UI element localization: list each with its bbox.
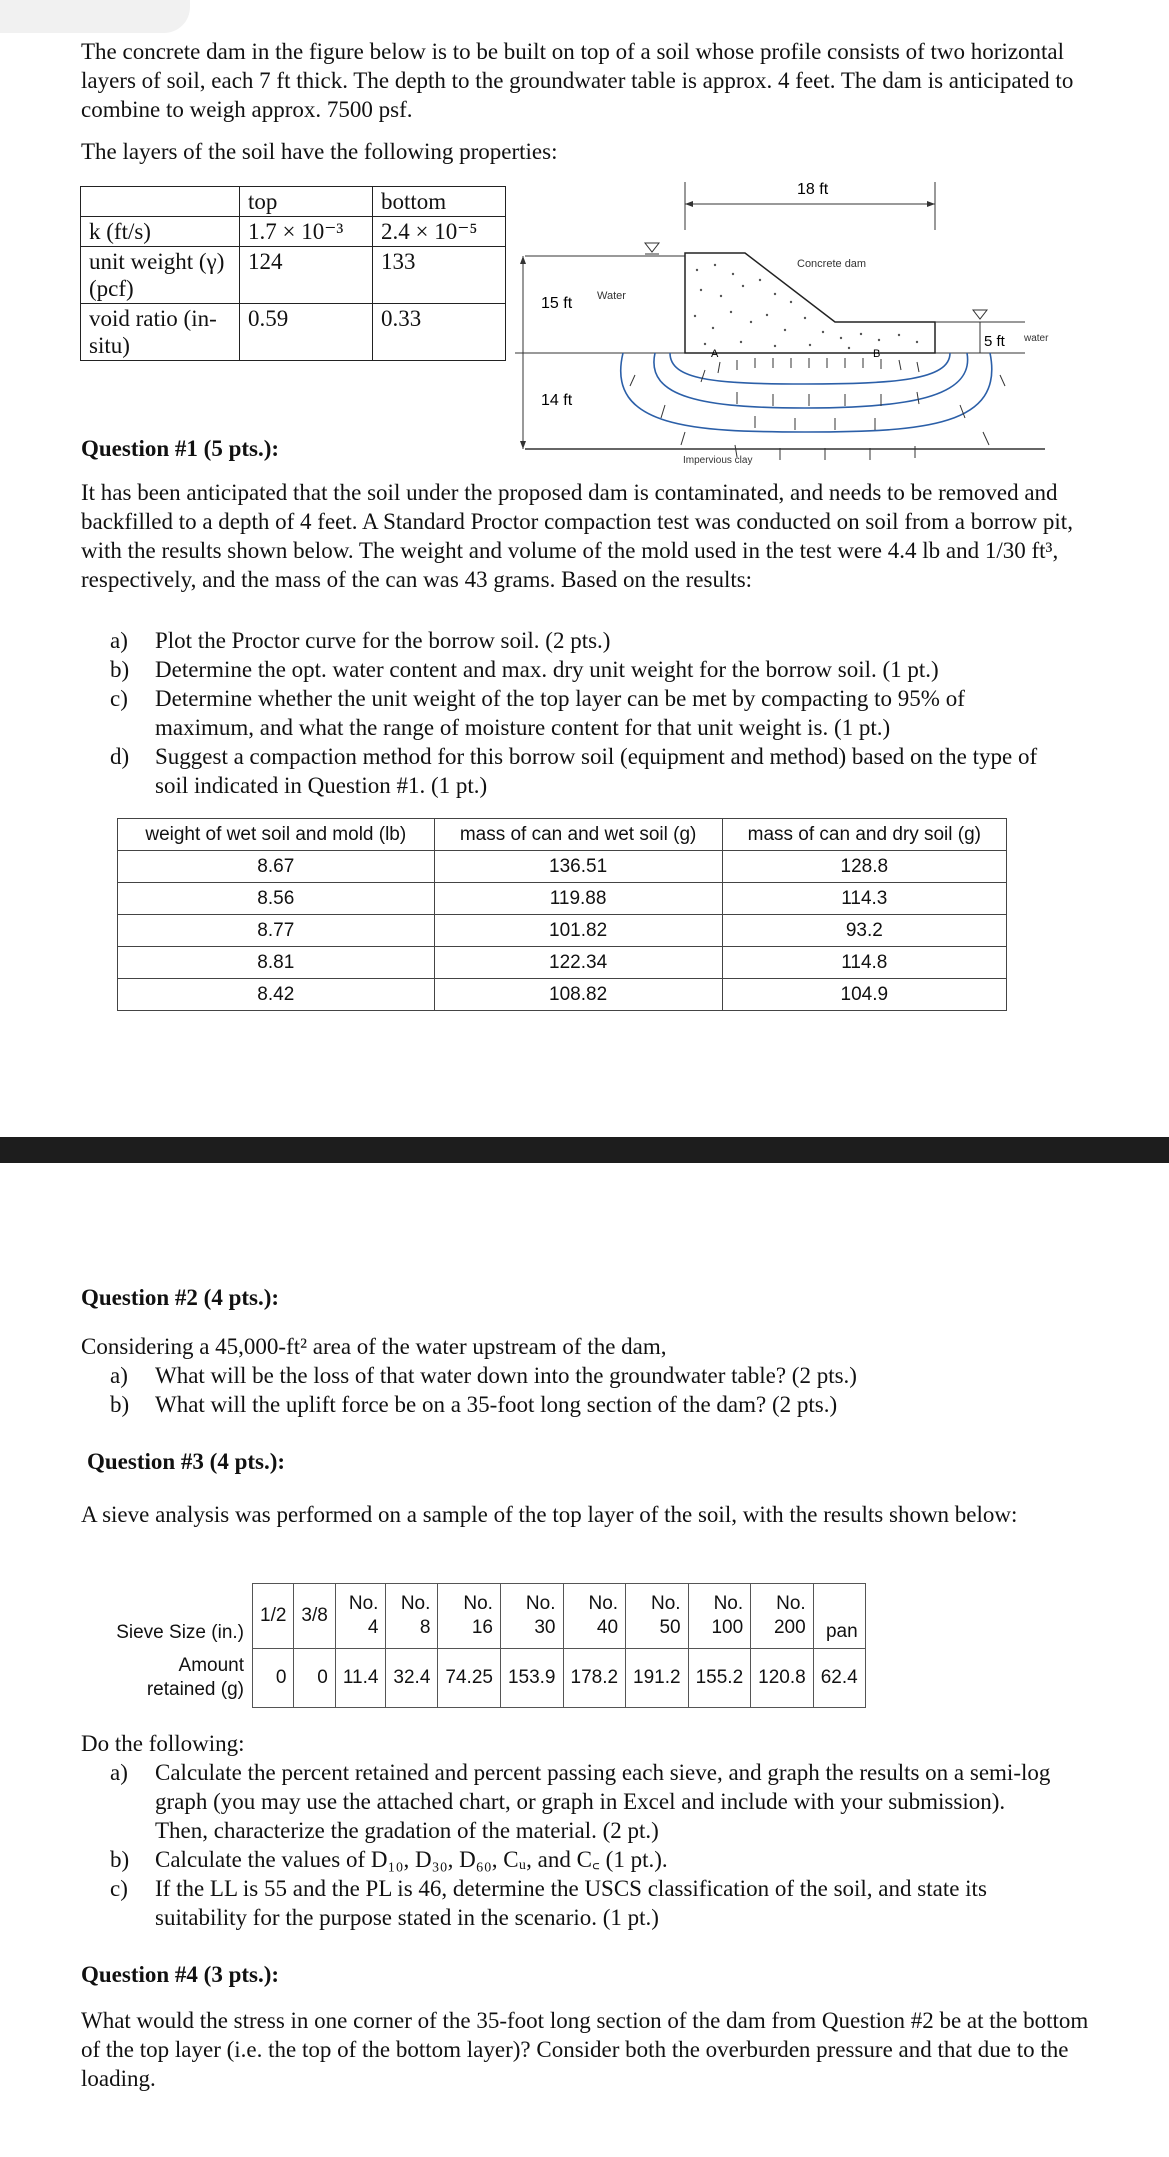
q2-item-a-label: a) [110, 1363, 128, 1388]
q1-title: Question #1 (5 pts.): [81, 436, 280, 461]
proctor-cell: 8.42 [118, 979, 435, 1011]
props-top: 1.7 × 10⁻³ [240, 217, 373, 247]
downstream-water-triangle-icon [973, 310, 987, 319]
proctor-cell: 93.2 [722, 915, 1006, 947]
sieve-col [500, 1584, 563, 1649]
sieve-col [438, 1584, 501, 1649]
props-header-bottom: bottom [373, 187, 506, 217]
q1-item-b [110, 655, 1060, 684]
proctor-cell: 8.77 [118, 915, 435, 947]
props-label: unit weight (γ) (pcf) [81, 247, 240, 304]
dim-bottom-arrow [520, 441, 526, 449]
sieve-size: 1/2 [260, 1605, 287, 1626]
q1-item-d [110, 742, 1060, 800]
q1-item-b-text: Determine the opt. water content and max. dry unit weight for the borrow soil. (1 pt.) [155, 657, 939, 682]
q3-item-c-text: If the LL is 55 and the PL is 46, determine the USCS classification of the soil, and state its suitability for the purpose stated in the scenario. (1 pt.) [155, 1876, 987, 1930]
sieve-no: No. [713, 1593, 744, 1614]
water-level-triangle-icon [645, 243, 659, 252]
q1-item-d-label: d) [110, 744, 130, 769]
q2-list [110, 1361, 1060, 1419]
sieve-col [335, 1584, 386, 1649]
table-row [118, 979, 1007, 1011]
dim-top-arrow [520, 256, 526, 264]
props-bottom: 0.33 [373, 304, 506, 361]
q2-item-b-text: What will the uplift force be on a 35-foot long section of the dam? (2 pts.) [155, 1392, 838, 1417]
sieve-amount: 191.2 [626, 1649, 689, 1708]
q3-item-b-label: b) [110, 1847, 130, 1872]
sieve-size: 3/8 [301, 1605, 328, 1626]
props-bottom: 2.4 × 10⁻⁵ [373, 217, 506, 247]
props-row-k [81, 217, 506, 247]
q1-item-c-label: c) [110, 686, 128, 711]
proctor-cell: 101.82 [434, 915, 722, 947]
sieve-no: No. [463, 1593, 493, 1614]
props-header-empty [81, 187, 240, 217]
sieve-amount: 62.4 [813, 1649, 865, 1708]
sieve-size: 4 [367, 1617, 379, 1638]
q3-item-b-text: Calculate the values of D₁₀, D₃₀, D₆₀, Cᵤ, and C꜀ (1 pt.). [155, 1847, 668, 1872]
sieve-col [751, 1584, 814, 1649]
sieve-amount: 155.2 [688, 1649, 751, 1708]
q1-item-c [110, 684, 1060, 742]
sieve-size-label: Sieve Size (in.) [116, 1621, 244, 1643]
sieve-size: 8 [419, 1617, 431, 1638]
amount-retained-label: Amount retained (g) [146, 1655, 244, 1700]
q3-item-a [110, 1758, 1060, 1845]
q1-item-d-text: Suggest a compaction method for this borrow soil (equipment and method) based on the type of soil indicated in Question #1. (1 pt.) [155, 744, 1038, 798]
sieve-no: No. [525, 1593, 556, 1614]
sieve-col [813, 1584, 865, 1649]
proctor-header-row [118, 819, 1007, 851]
sieve-col [386, 1584, 438, 1649]
q3-title: Question #3 (4 pts.): [87, 1449, 286, 1474]
sieve-no: No. [651, 1593, 681, 1614]
proctor-cell: 136.51 [434, 851, 722, 883]
q3-body: A sieve analysis was performed on a sample of the top layer of the soil, with the results shown below: [81, 1502, 1018, 1527]
q1-item-b-label: b) [110, 657, 130, 682]
page-separator [0, 1137, 1169, 1163]
q2-item-b [110, 1390, 1060, 1419]
sieve-amount: 153.9 [500, 1649, 563, 1708]
proctor-cell: 119.88 [434, 883, 722, 915]
dam-label: Concrete dam [797, 258, 867, 270]
layers-lead: The layers of the soil have the following properties: [81, 139, 558, 164]
point-b-label: B [873, 348, 881, 360]
proctor-table [117, 818, 1007, 1011]
q2-item-a-text: What will be the loss of that water down into the groundwater table? (2 pts.) [155, 1363, 857, 1388]
q3-item-a-text: Calculate the percent retained and percent passing each sieve, and graph the results on a semi-log graph (you may use the attached chart, or graph in Excel and include with your submission). Then, characterize the gradation of the material. (2 pt.) [155, 1760, 1051, 1843]
q1-list [110, 626, 1060, 800]
sieve-no: No. [588, 1593, 619, 1614]
q1-item-a [110, 626, 1060, 655]
sieve-size: 40 [596, 1617, 619, 1638]
depth-14ft-label: 14 ft [541, 392, 573, 409]
proctor-cell: 128.8 [722, 851, 1006, 883]
props-bottom: 133 [373, 247, 506, 304]
q1-item-a-label: a) [110, 628, 128, 653]
sieve-size-row [107, 1584, 865, 1649]
proctor-cell: 122.34 [434, 947, 722, 979]
q3-list [110, 1758, 1060, 1932]
table-row [118, 915, 1007, 947]
sieve-amount: 11.4 [335, 1649, 386, 1708]
proctor-cell: 8.56 [118, 883, 435, 915]
q2-item-a [110, 1361, 1060, 1390]
proctor-cell: 108.82 [434, 979, 722, 1011]
dim-18ft-label: 18 ft [797, 181, 829, 198]
downstream-water-label: water [1024, 333, 1049, 344]
q3-item-c-label: c) [110, 1876, 128, 1901]
proctor-cell: 104.9 [722, 979, 1006, 1011]
depth-15ft-label: 15 ft [541, 295, 573, 312]
table-row [118, 851, 1007, 883]
proctor-header-dry-can: mass of can and dry soil (g) [722, 819, 1006, 851]
sieve-table [107, 1583, 866, 1708]
q3-item-a-label: a) [110, 1760, 128, 1785]
sieve-size: 16 [471, 1617, 493, 1638]
table-row [118, 883, 1007, 915]
sieve-size: 50 [659, 1617, 681, 1638]
sieve-col [688, 1584, 751, 1649]
sieve-amount: 120.8 [751, 1649, 814, 1708]
sieve-amount: 0 [253, 1649, 294, 1708]
q1-item-a-text: Plot the Proctor curve for the borrow soil. (2 pts.) [155, 628, 611, 653]
q3-do-following: Do the following: [81, 1731, 245, 1756]
sieve-no: No. [776, 1593, 806, 1614]
proctor-header-wet-mold: weight of wet soil and mold (lb) [118, 819, 435, 851]
soil-properties-table [80, 186, 506, 361]
props-row-unit-weight [81, 247, 506, 304]
sieve-size: 30 [534, 1617, 556, 1638]
sieve-size: pan [825, 1621, 858, 1642]
dim-18ft-arrow-right [927, 201, 935, 207]
q4-body: What would the stress in one corner of the 35-foot long section of the dam from Question #2 be at the bottom of the top layer (i.e. the top of the bottom layer)? Consider both the overburden pressure and that due to the loading. [81, 2008, 1089, 2091]
sieve-col [563, 1584, 626, 1649]
proctor-cell: 114.3 [722, 883, 1006, 915]
proctor-cell: 8.67 [118, 851, 435, 883]
dam-figure [505, 170, 1065, 470]
point-a-label: A [711, 348, 719, 360]
sieve-amount: 0 [294, 1649, 335, 1708]
props-header-top: top [240, 187, 373, 217]
q2-item-b-label: b) [110, 1392, 130, 1417]
props-label: void ratio (in-situ) [81, 304, 240, 361]
q1-item-c-text: Determine whether the unit weight of the top layer can be met by compacting to 95% of maximum, and what the range of moisture content for that unit weight is. (1 pt.) [155, 686, 965, 740]
sieve-amount: 32.4 [386, 1649, 438, 1708]
sieve-col [253, 1584, 294, 1649]
dim-18ft-arrow-left [685, 201, 693, 207]
proctor-cell: 8.81 [118, 947, 435, 979]
window-corner [0, 0, 190, 33]
sieve-col [626, 1584, 689, 1649]
sieve-no: No. [348, 1593, 379, 1614]
q3-item-b [110, 1845, 1060, 1874]
impervious-clay-label: Impervious clay [683, 455, 753, 466]
sieve-no: No. [400, 1593, 431, 1614]
q2-title: Question #2 (4 pts.): [81, 1285, 280, 1310]
q3-item-c [110, 1874, 1060, 1932]
props-top: 0.59 [240, 304, 373, 361]
q1-body: It has been anticipated that the soil under the proposed dam is contaminated, and needs to be removed and backfilled to a depth of 4 feet. A Standard Proctor compaction test was conducted on soil from a borrow pit, with the results shown below. The weight and volume of the mold used in the test were 4.4 lb and 1/30 ft³, respectively, and the mass of the can was 43 grams. Based on the results: [81, 480, 1073, 592]
props-row-void-ratio [81, 304, 506, 361]
flow-lines [621, 353, 992, 432]
sieve-size: 100 [711, 1617, 744, 1638]
props-label: k (ft/s) [81, 217, 240, 247]
intro-paragraph: The concrete dam in the figure below is to be built on top of a soil whose profile consists of two horizontal layers of soil, each 7 ft thick. The depth to the groundwater table is approx. 4 feet. The dam is anticipated to combine to weigh approx. 7500 psf. [81, 39, 1074, 122]
q2-body: Considering a 45,000-ft² area of the water upstream of the dam, [81, 1334, 667, 1359]
sieve-amount: 74.25 [438, 1649, 501, 1708]
props-header-row [81, 187, 506, 217]
water-label: Water [597, 290, 626, 302]
sieve-size: 200 [773, 1617, 806, 1638]
table-row [118, 947, 1007, 979]
q4-title: Question #4 (3 pts.): [81, 1962, 280, 1987]
amount-retained-row [107, 1649, 865, 1708]
props-top: 124 [240, 247, 373, 304]
sieve-col [294, 1584, 335, 1649]
proctor-header-wet-can: mass of can and wet soil (g) [434, 819, 722, 851]
proctor-cell: 114.8 [722, 947, 1006, 979]
sieve-amount: 178.2 [563, 1649, 626, 1708]
depth-5ft-label: 5 ft [984, 333, 1005, 350]
